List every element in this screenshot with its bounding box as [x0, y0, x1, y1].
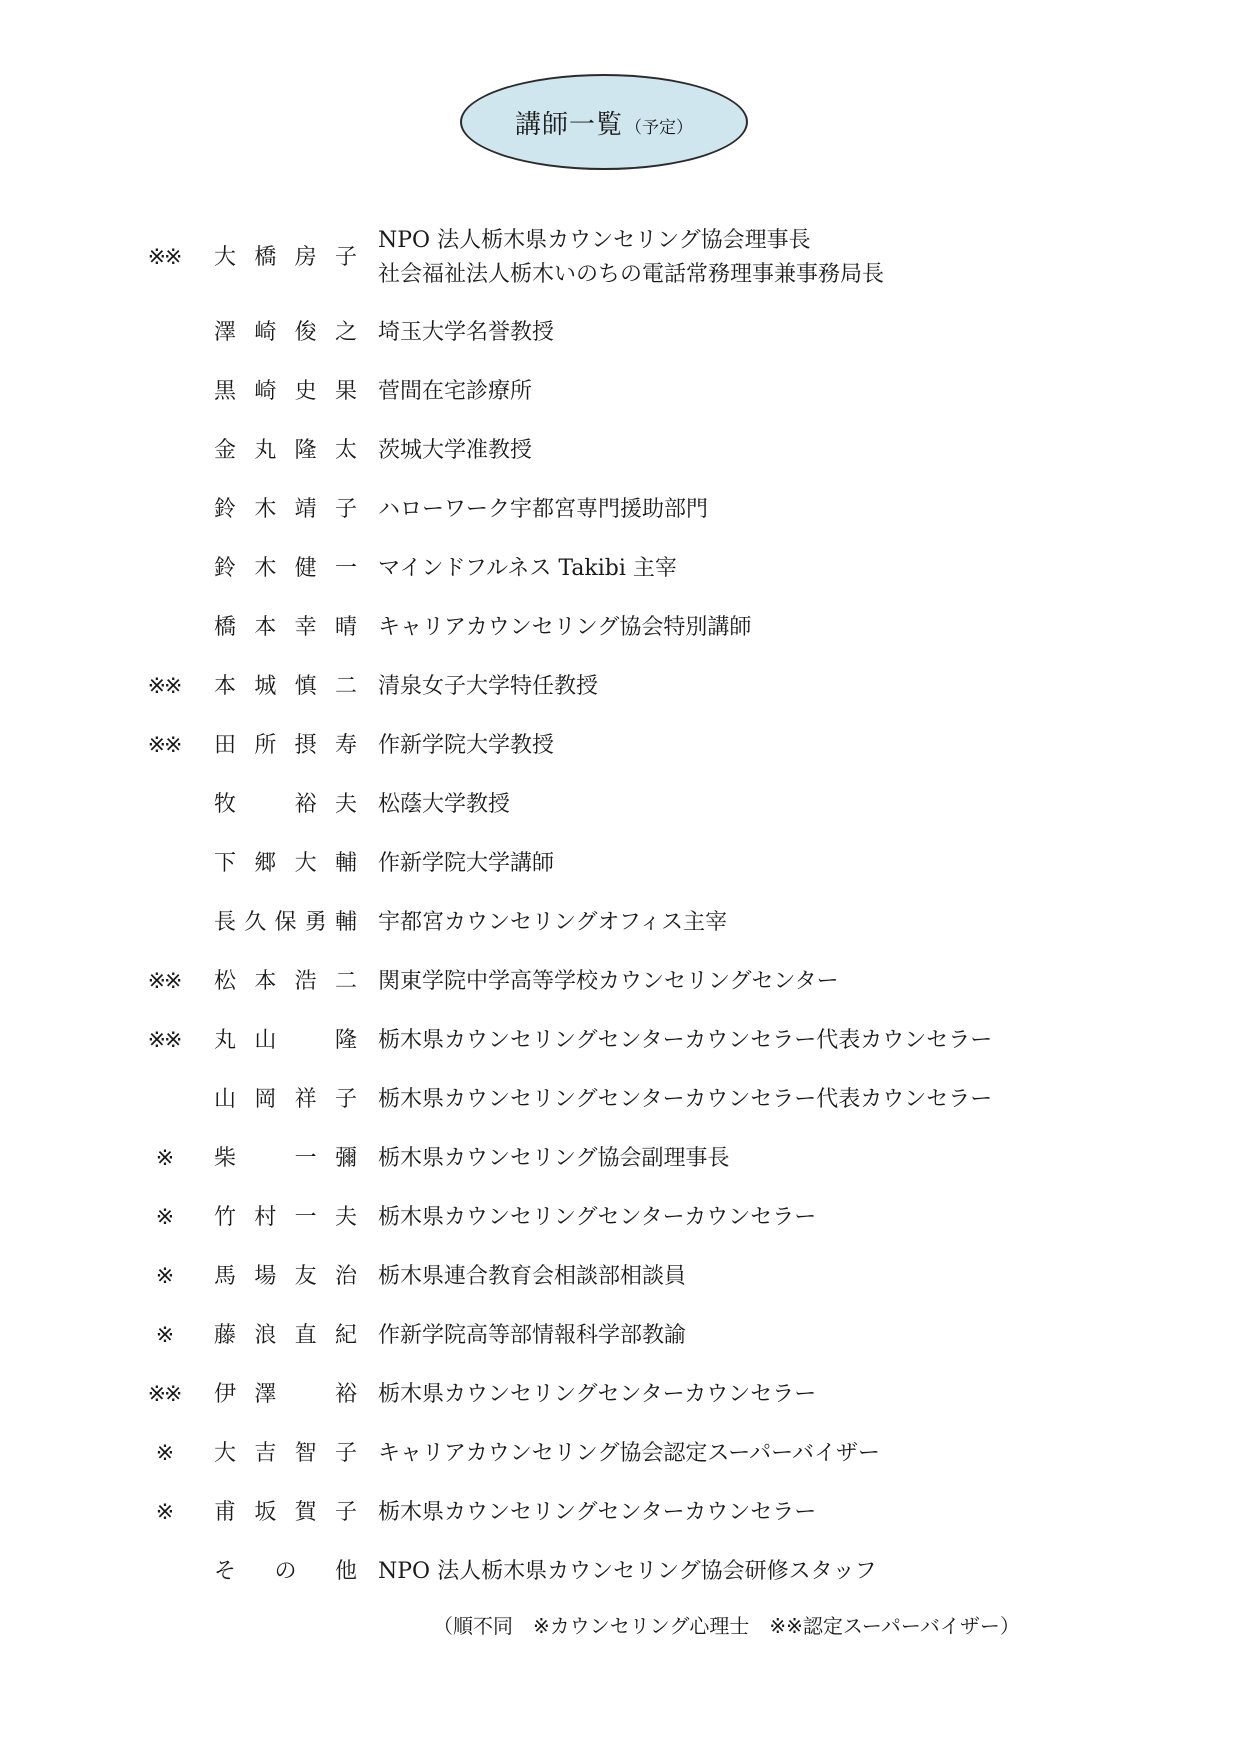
instructor-name — [214, 672, 357, 702]
instructor-name — [214, 1380, 357, 1410]
name-character — [295, 1380, 317, 1410]
name-character: そ — [214, 1559, 237, 1584]
certification-mark: ※ — [155, 1323, 173, 1348]
instructor-name — [214, 1498, 357, 1528]
affiliation-line: 作新学院大学教授 — [378, 733, 555, 758]
name-character: 裕 — [334, 1382, 357, 1407]
instructor-row — [0, 672, 1241, 702]
name-character: 松 — [214, 969, 237, 994]
instructor-affiliation — [378, 1026, 992, 1056]
name-character: 勇 — [304, 910, 327, 935]
name-character: 治 — [334, 1264, 357, 1289]
name-character: 智 — [294, 1441, 317, 1466]
name-character: 一 — [294, 1205, 317, 1230]
name-character: 馬 — [214, 1264, 237, 1289]
name-character: 木 — [254, 556, 277, 581]
page-title: 講師一覧 — [514, 109, 623, 140]
name-character: 子 — [334, 1087, 357, 1112]
certification-mark: ※ — [155, 1441, 173, 1466]
name-character — [254, 1144, 276, 1174]
instructor-name — [214, 318, 357, 348]
name-character: 村 — [254, 1205, 277, 1230]
instructor-affiliation — [378, 849, 554, 879]
name-character: 橋 — [254, 245, 277, 270]
name-character — [295, 1026, 317, 1056]
affiliation-line: 栃木県カウンセリングセンターカウンセラー — [378, 1382, 817, 1407]
instructor-row — [0, 1498, 1241, 1528]
affiliation-line: 関東学院中学高等学校カウンセリングセンター — [378, 969, 839, 994]
name-character: 場 — [254, 1264, 277, 1289]
certification-mark: ※※ — [147, 969, 181, 994]
instructor-row — [0, 790, 1241, 820]
name-character: 郷 — [254, 851, 277, 876]
name-character: 隆 — [294, 438, 317, 463]
instructor-affiliation — [378, 967, 839, 997]
instructor-row — [0, 908, 1241, 938]
instructor-row — [0, 1262, 1241, 1292]
instructor-affiliation — [378, 1085, 992, 1115]
affiliation-line: 栃木県カウンセリングセンターカウンセラー代表カウンセラー — [378, 1028, 993, 1053]
footnote: （順不同 ※カウンセリング心理士 ※※認定スーパーバイザー） — [433, 1614, 1020, 1638]
name-character: 大 — [294, 851, 317, 876]
name-character: 健 — [294, 556, 317, 581]
instructor-affiliation — [378, 495, 708, 525]
name-character: 本 — [254, 615, 277, 640]
instructor-name — [214, 1262, 357, 1292]
name-character: 城 — [254, 674, 277, 699]
name-character: 子 — [334, 245, 357, 270]
instructor-affiliation — [378, 1498, 816, 1528]
name-character: 大 — [214, 245, 237, 270]
instructor-affiliation — [378, 318, 554, 348]
instructor-affiliation — [378, 613, 751, 643]
affiliation-line: 埼玉大学名誉教授 — [378, 320, 555, 345]
name-character: 久 — [244, 910, 267, 935]
certification-mark: ※ — [155, 1146, 173, 1171]
name-character: 牧 — [214, 792, 237, 817]
name-character: 果 — [334, 379, 357, 404]
name-character — [244, 1557, 266, 1587]
name-character: 金 — [214, 438, 237, 463]
name-character: 黒 — [214, 379, 237, 404]
instructor-row — [0, 1085, 1241, 1115]
name-character: 房 — [294, 245, 317, 270]
affiliation-line: 松蔭大学教授 — [378, 792, 511, 817]
instructor-row — [0, 377, 1241, 407]
instructor-name — [214, 1321, 357, 1351]
name-character: 澤 — [214, 320, 237, 345]
name-character: 田 — [214, 733, 237, 758]
name-character: 他 — [334, 1559, 357, 1584]
name-character: 慎 — [294, 674, 317, 699]
instructor-affiliation — [378, 224, 884, 292]
affiliation-line: 茨城大学准教授 — [378, 438, 533, 463]
name-character: 二 — [334, 969, 357, 994]
instructor-name — [214, 1144, 357, 1174]
instructor-name — [214, 967, 357, 997]
instructor-name — [214, 1203, 357, 1233]
name-character: 裕 — [294, 792, 317, 817]
instructor-row — [0, 967, 1241, 997]
name-character: 之 — [334, 320, 357, 345]
affiliation-line: キャリアカウンセリング協会特別講師 — [378, 615, 752, 640]
affiliation-line: 社会福祉法人栃木いのちの電話常務理事兼事務局長 — [378, 262, 885, 287]
affiliation-line: ハローワーク宇都宮専門援助部門 — [378, 497, 709, 522]
instructor-affiliation — [378, 790, 510, 820]
name-character: 寿 — [334, 733, 357, 758]
instructor-row — [0, 1380, 1241, 1410]
name-character: 子 — [334, 1500, 357, 1525]
instructor-name — [214, 377, 357, 407]
name-character: 木 — [254, 497, 277, 522]
name-character: 太 — [334, 438, 357, 463]
name-character: 紀 — [334, 1323, 357, 1348]
affiliation-line: 作新学院高等部情報科学部教諭 — [378, 1323, 687, 1348]
name-character: 子 — [334, 1441, 357, 1466]
name-character: 彌 — [334, 1146, 357, 1171]
name-character: 賀 — [294, 1500, 317, 1525]
name-character: 祥 — [294, 1087, 317, 1112]
certification-mark: ※※ — [147, 245, 181, 270]
name-character: 輔 — [334, 851, 357, 876]
certification-mark: ※※ — [147, 733, 181, 758]
page-title-note: （予定） — [625, 117, 693, 138]
affiliation-line: 菅間在宅診療所 — [378, 379, 533, 404]
name-character: 靖 — [294, 497, 317, 522]
name-character: 藤 — [214, 1323, 237, 1348]
name-character: 友 — [294, 1264, 317, 1289]
affiliation-line: NPO 法人栃木県カウンセリング協会研修スタッフ — [378, 1559, 877, 1584]
affiliation-line: NPO 法人栃木県カウンセリング協会理事長 — [378, 228, 811, 253]
name-character: 崎 — [254, 320, 277, 345]
name-character: 本 — [254, 969, 277, 994]
certification-mark: ※ — [155, 1264, 173, 1289]
name-character: 伊 — [214, 1382, 237, 1407]
name-character: 史 — [294, 379, 317, 404]
certification-mark: ※※ — [147, 1382, 181, 1407]
certification-mark: ※※ — [147, 1028, 181, 1053]
instructor-name — [214, 908, 357, 938]
instructor-affiliation — [378, 1380, 816, 1410]
instructor-affiliation — [378, 1439, 880, 1469]
name-character: 一 — [334, 556, 357, 581]
affiliation-line: 栃木県カウンセリング協会副理事長 — [378, 1146, 730, 1171]
instructor-affiliation — [378, 1321, 686, 1351]
instructor-row — [0, 1203, 1241, 1233]
name-character: 坂 — [254, 1500, 277, 1525]
instructor-affiliation — [378, 1262, 686, 1292]
instructor-name — [214, 554, 357, 584]
name-character: 山 — [254, 1028, 277, 1053]
name-character: 晴 — [334, 615, 357, 640]
name-character: 俊 — [294, 320, 317, 345]
name-character: 澤 — [254, 1382, 277, 1407]
instructor-affiliation — [378, 377, 532, 407]
instructor-name — [214, 1557, 357, 1587]
instructor-name — [214, 849, 357, 879]
affiliation-line: 栃木県連合教育会相談部相談員 — [378, 1264, 687, 1289]
name-character: 輔 — [334, 910, 357, 935]
name-character — [305, 1557, 327, 1587]
name-character: 摂 — [294, 733, 317, 758]
instructor-row — [0, 1144, 1241, 1174]
name-character: 橋 — [214, 615, 237, 640]
name-character: 大 — [214, 1441, 237, 1466]
name-character: 崎 — [254, 379, 277, 404]
affiliation-line: 作新学院大学講師 — [378, 851, 555, 876]
name-character: 山 — [214, 1087, 237, 1112]
instructor-affiliation — [378, 554, 677, 584]
affiliation-line: キャリアカウンセリング協会認定スーパーバイザー — [378, 1441, 881, 1466]
instructor-affiliation — [378, 1557, 877, 1587]
instructor-row — [0, 1557, 1241, 1587]
name-character: 保 — [274, 910, 297, 935]
name-character: 吉 — [254, 1441, 277, 1466]
instructor-affiliation — [378, 731, 554, 761]
certification-mark: ※ — [155, 1205, 173, 1230]
affiliation-line: 栃木県カウンセリングセンターカウンセラー — [378, 1205, 817, 1230]
instructor-row — [0, 1321, 1241, 1351]
name-character: 浪 — [254, 1323, 277, 1348]
name-character: 夫 — [334, 1205, 357, 1230]
name-character: 子 — [334, 497, 357, 522]
name-character: 所 — [254, 733, 277, 758]
instructor-row — [0, 613, 1241, 643]
instructor-row — [0, 318, 1241, 348]
instructor-name — [214, 731, 357, 761]
instructor-name — [214, 436, 357, 466]
name-character: 本 — [214, 674, 237, 699]
name-character: 丸 — [214, 1028, 237, 1053]
instructor-row — [0, 849, 1241, 879]
instructor-row — [0, 1439, 1241, 1469]
instructor-row — [0, 1026, 1241, 1056]
instructor-name — [214, 243, 357, 273]
instructor-row — [0, 436, 1241, 466]
certification-mark: ※ — [155, 1500, 173, 1525]
instructor-name — [214, 1085, 357, 1115]
certification-mark: ※※ — [147, 674, 181, 699]
name-character: 長 — [214, 910, 237, 935]
instructor-row — [0, 228, 1241, 287]
affiliation-line: 宇都宮カウンセリングオフィス主宰 — [378, 910, 728, 935]
name-character: 下 — [214, 851, 237, 876]
affiliation-line: 栃木県カウンセリングセンターカウンセラー代表カウンセラー — [378, 1087, 993, 1112]
instructor-affiliation — [378, 436, 532, 466]
instructor-name — [214, 495, 357, 525]
name-character: 直 — [294, 1323, 317, 1348]
name-character: の — [274, 1559, 297, 1584]
instructor-name — [214, 1026, 357, 1056]
affiliation-line: 栃木県カウンセリングセンターカウンセラー — [378, 1500, 817, 1525]
name-character: 一 — [294, 1146, 317, 1171]
instructor-name — [214, 1439, 357, 1469]
name-character: 幸 — [294, 615, 317, 640]
name-character: 隆 — [334, 1028, 357, 1053]
instructor-row — [0, 495, 1241, 525]
affiliation-line: 清泉女子大学特任教授 — [378, 674, 599, 699]
instructor-affiliation — [378, 1203, 816, 1233]
name-character: 甫 — [214, 1500, 237, 1525]
name-character: 二 — [334, 674, 357, 699]
instructor-name — [214, 613, 357, 643]
name-character: 竹 — [214, 1205, 237, 1230]
name-character: 柴 — [214, 1146, 237, 1171]
instructor-affiliation — [378, 672, 598, 702]
name-character: 鈴 — [214, 497, 237, 522]
name-character: 鈴 — [214, 556, 237, 581]
name-character — [254, 790, 276, 820]
name-character: 岡 — [254, 1087, 277, 1112]
instructor-name — [214, 790, 357, 820]
instructor-row — [0, 554, 1241, 584]
name-character: 浩 — [294, 969, 317, 994]
affiliation-line: マインドフルネス Takibi 主宰 — [378, 556, 677, 581]
instructor-row — [0, 731, 1241, 761]
name-character: 丸 — [254, 438, 277, 463]
instructor-affiliation — [378, 1144, 730, 1174]
name-character: 夫 — [334, 792, 357, 817]
instructor-affiliation — [378, 908, 727, 938]
